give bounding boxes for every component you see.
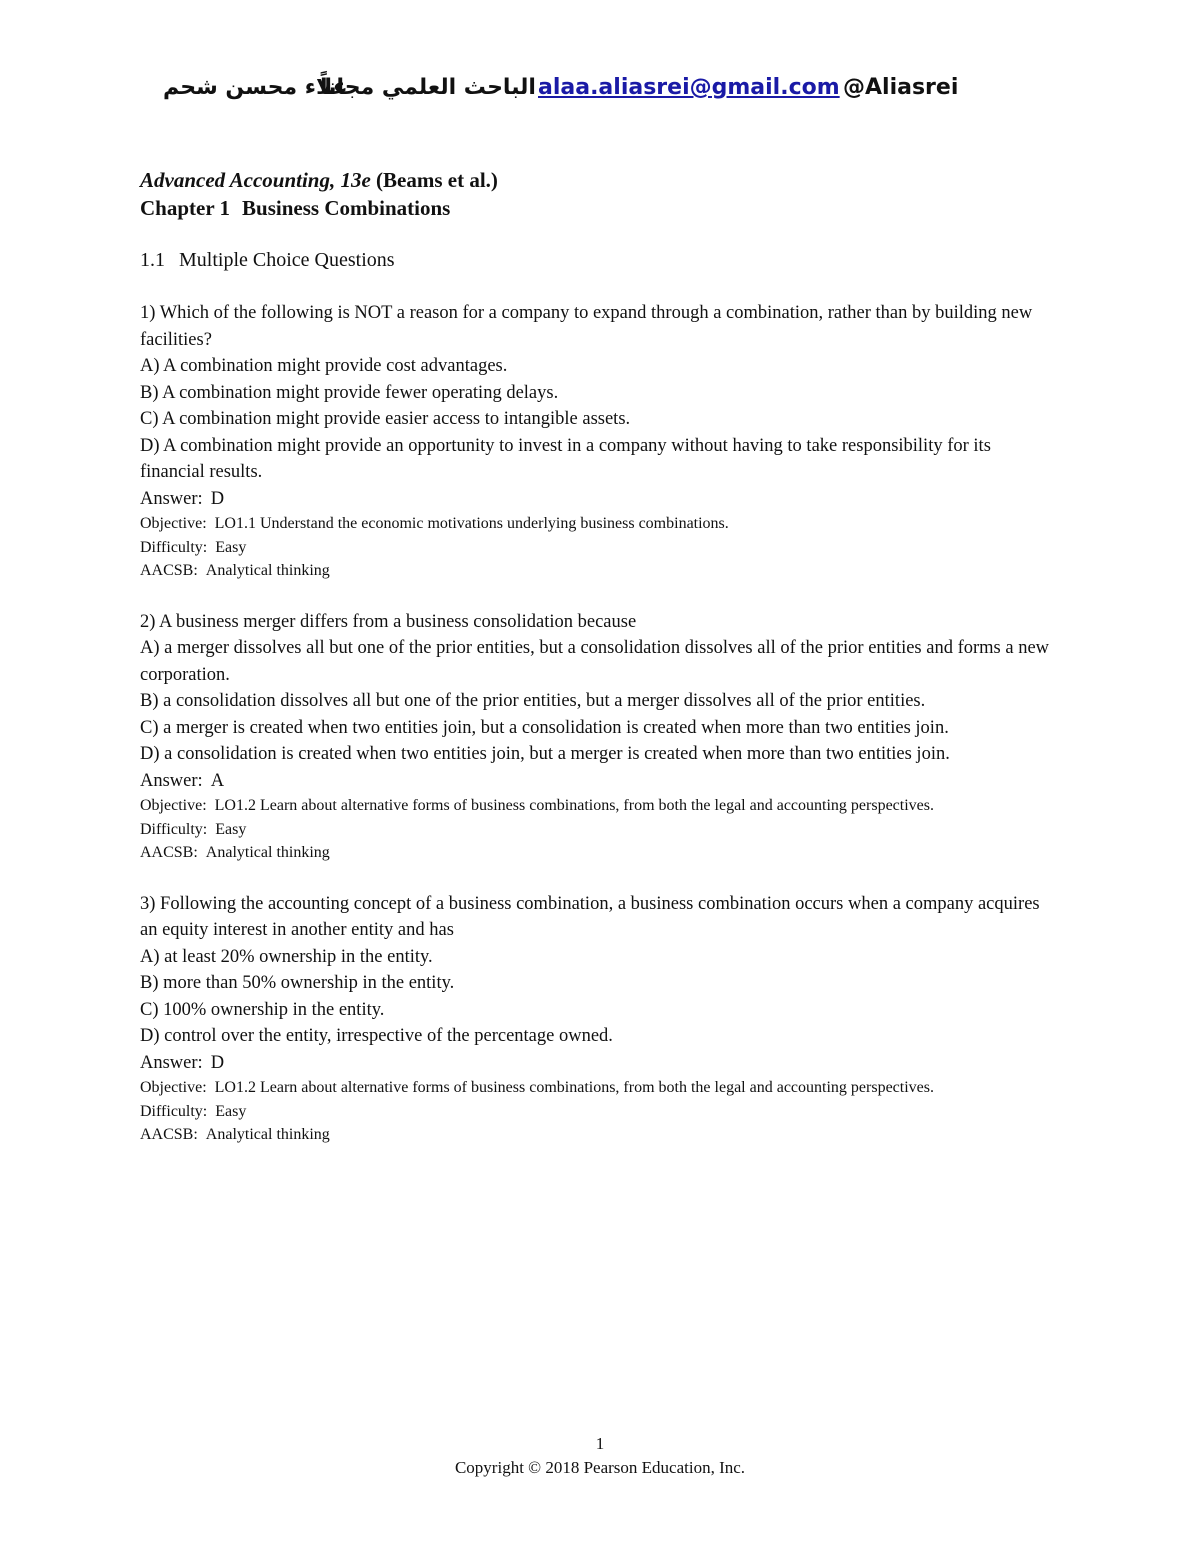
objective-value: LO1.2 Learn about alternative forms of business combinations, from both the legal and accounting perspectives.	[214, 797, 934, 814]
aacsb-line	[140, 841, 1060, 865]
option-d: D) a consolidation is created when two entities join, but a merger is created when more than two entities join.	[140, 744, 950, 764]
option-a: A) at least 20% ownership in the entity.	[140, 946, 433, 967]
objective-label: Objective:	[140, 515, 207, 532]
tagline-arabic: الباحث العلمي مجاناً	[320, 75, 536, 100]
aacsb-value: Analytical thinking	[205, 844, 330, 861]
book-title-line	[140, 166, 1060, 194]
option-c: C) a merger is created when two entities join, but a consolidation is created when more than two entities join.	[140, 717, 949, 738]
social-handle: @Aliasrei	[843, 75, 959, 100]
objective-value: LO1.2 Learn about alternative forms of business combinations, from both the legal and accounting perspectives.	[214, 1079, 934, 1096]
page-number: 1	[595, 1434, 605, 1453]
question-stem: 1) Which of the following is NOT a reason for a company to expand through a combination, rather than by building new facilities?	[140, 303, 1033, 350]
option-d: D) control over the entity, irrespective of the percentage owned.	[140, 1026, 613, 1046]
aacsb-label: AACSB:	[140, 1126, 198, 1143]
difficulty-label: Difficulty:	[140, 820, 208, 838]
section-number: 1.1	[140, 249, 165, 271]
answer-value: D	[210, 1052, 225, 1073]
page-footer	[0, 1432, 1200, 1480]
chapter-heading	[140, 194, 1060, 222]
difficulty-label: Difficulty:	[140, 538, 208, 556]
copyright-notice: Copyright © 2018 Pearson Education, Inc.	[454, 1458, 746, 1477]
objective-label: Objective:	[140, 1079, 207, 1096]
difficulty-label: Difficulty:	[140, 1102, 208, 1120]
objective-line	[140, 794, 1060, 818]
aacsb-line	[140, 1123, 1060, 1147]
book-title: Advanced Accounting, 13e	[140, 168, 371, 192]
option-c: C) 100% ownership in the entity.	[140, 999, 385, 1020]
option-b: B) more than 50% ownership in the entity.	[140, 973, 455, 993]
difficulty-line	[140, 536, 1060, 560]
option-b: B) a consolidation dissolves all but one of the prior entities, but a merger dissolves all of the prior entities.	[140, 691, 926, 711]
book-authors: (Beams et al.)	[376, 168, 498, 192]
question-2	[140, 609, 1060, 865]
difficulty-value: Easy	[215, 538, 247, 556]
difficulty-line	[140, 1100, 1060, 1124]
question-1	[140, 300, 1060, 583]
answer-value: A	[210, 770, 225, 791]
answer-label: Answer:	[140, 488, 203, 509]
difficulty-value: Easy	[215, 1102, 247, 1120]
objective-label: Objective:	[140, 797, 207, 814]
email-link[interactable]: alaa.aliasrei@gmail.com	[538, 75, 840, 100]
question-stem: 2) A business merger differs from a business consolidation because	[140, 611, 637, 632]
aacsb-value: Analytical thinking	[205, 562, 330, 579]
objective-value: LO1.1 Understand the economic motivations underlying business combinations.	[214, 515, 729, 532]
option-c: C) A combination might provide easier access to intangible assets.	[140, 409, 631, 429]
aacsb-label: AACSB:	[140, 844, 198, 861]
option-d: D) A combination might provide an opportunity to invest in a company without having to take responsibility for its financial results.	[140, 435, 991, 482]
chapter-title: Business Combinations	[242, 196, 451, 220]
answer-line	[140, 486, 1060, 513]
answer-line	[140, 1050, 1060, 1077]
aacsb-line	[140, 559, 1060, 583]
option-a: A) A combination might provide cost advantages.	[140, 356, 508, 376]
answer-value: D	[210, 488, 225, 509]
question-3	[140, 891, 1060, 1147]
answer-label: Answer:	[140, 770, 203, 791]
section-title: Multiple Choice Questions	[179, 249, 395, 271]
document-body	[140, 166, 1060, 1147]
question-stem: 3) Following the accounting concept of a business combination, a business combination occurs when a company acquires an equity interest in another entity and has	[140, 893, 1040, 940]
objective-line	[140, 512, 1060, 536]
page-header	[0, 70, 1200, 110]
option-b: B) A combination might provide fewer operating delays.	[140, 382, 559, 403]
option-a: A) a merger dissolves all but one of the prior entities, but a consolidation dissolves all of the prior entities and forms a new corporation.	[140, 638, 1050, 685]
aacsb-value: Analytical thinking	[205, 1126, 330, 1143]
objective-line	[140, 1076, 1060, 1100]
author-name-arabic: علاء محسن شحم	[163, 75, 348, 100]
chapter-number: Chapter 1	[140, 196, 231, 220]
aacsb-label: AACSB:	[140, 562, 198, 579]
section-heading	[140, 246, 1060, 274]
answer-label: Answer:	[140, 1052, 203, 1073]
answer-line	[140, 768, 1060, 795]
difficulty-line	[140, 818, 1060, 842]
difficulty-value: Easy	[215, 820, 247, 838]
